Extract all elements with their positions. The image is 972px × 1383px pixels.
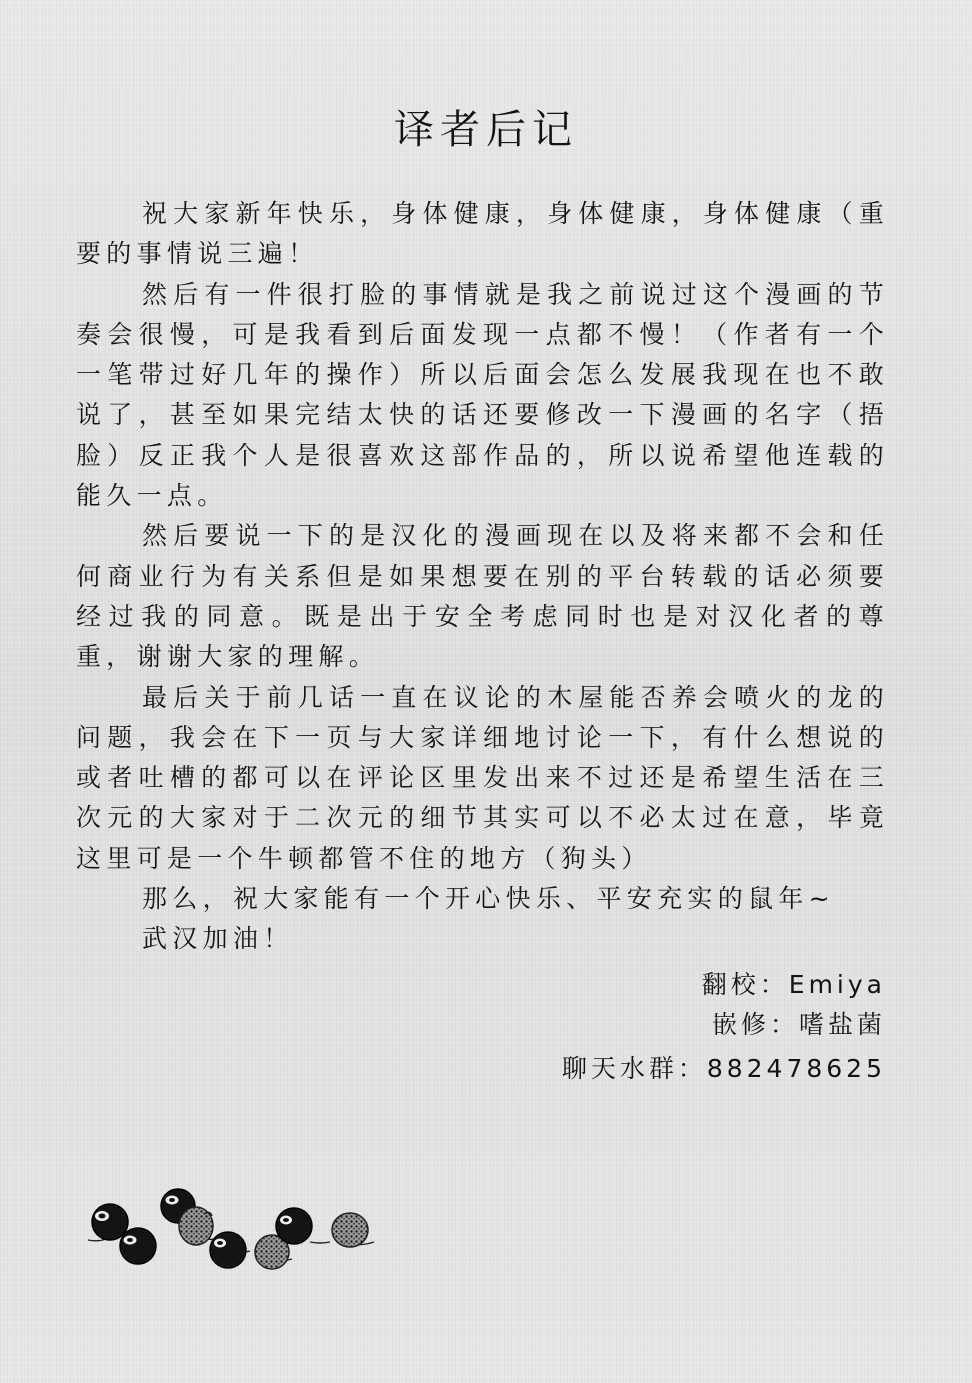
paragraph-new-year: 祝大家新年快乐，身体健康，身体健康，身体健康（重要的事情说三遍！ [76, 199, 889, 269]
paragraph-dragon-question: 最后关于前几话一直在议论的木屋能否养会喷火的龙的问题，我会在下一页与大家详细地讨论一下，有什么想说的或者吐槽的都可以在评论区里发出来不过还是希望生活在三次元的大家对于二次元的细节其实可以不必太过在意，毕竟这里可是一个牛顿都管不住的地方（狗头） [76, 682, 889, 873]
credits-block [562, 965, 886, 1089]
afterword-body [76, 194, 889, 960]
page-title: 译者后记 [394, 107, 578, 153]
credit-chat-group: 聊天水群：882478625 [561, 1054, 886, 1083]
paragraph-wuhan: 武汉加油！ [142, 924, 294, 954]
black-balls-icon [80, 1180, 390, 1280]
paragraph-reprint-policy: 然后要说一下的是汉化的漫画现在以及将来都不会和任何商业行为有关系但是如果想要在别的平台转载的话必须要经过我的同意。既是出于安全考虑同时也是对汉化者的尊重，谢谢大家的理解。 [76, 521, 889, 672]
paragraph-pacing: 然后有一件很打脸的事情就是我之前说过这个漫画的节奏会很慢，可是我看到后面发现一点都不慢！（作者有一个一笔带过好几年的操作）所以后面会怎么发展我现在也不敢说了，甚至如果完结太快的话还要修改一下漫画的名字（捂脸）反正我个人是很喜欢这部作品的，所以说希望他连载的能久一点。 [76, 279, 889, 511]
credit-translator: 翻校：Emiya [701, 970, 886, 999]
paragraph-wishes: 那么，祝大家能有一个开心快乐、平安充实的鼠年~ [142, 884, 835, 914]
credit-typesetter: 嵌修：嗜盐菌 [711, 1010, 886, 1039]
